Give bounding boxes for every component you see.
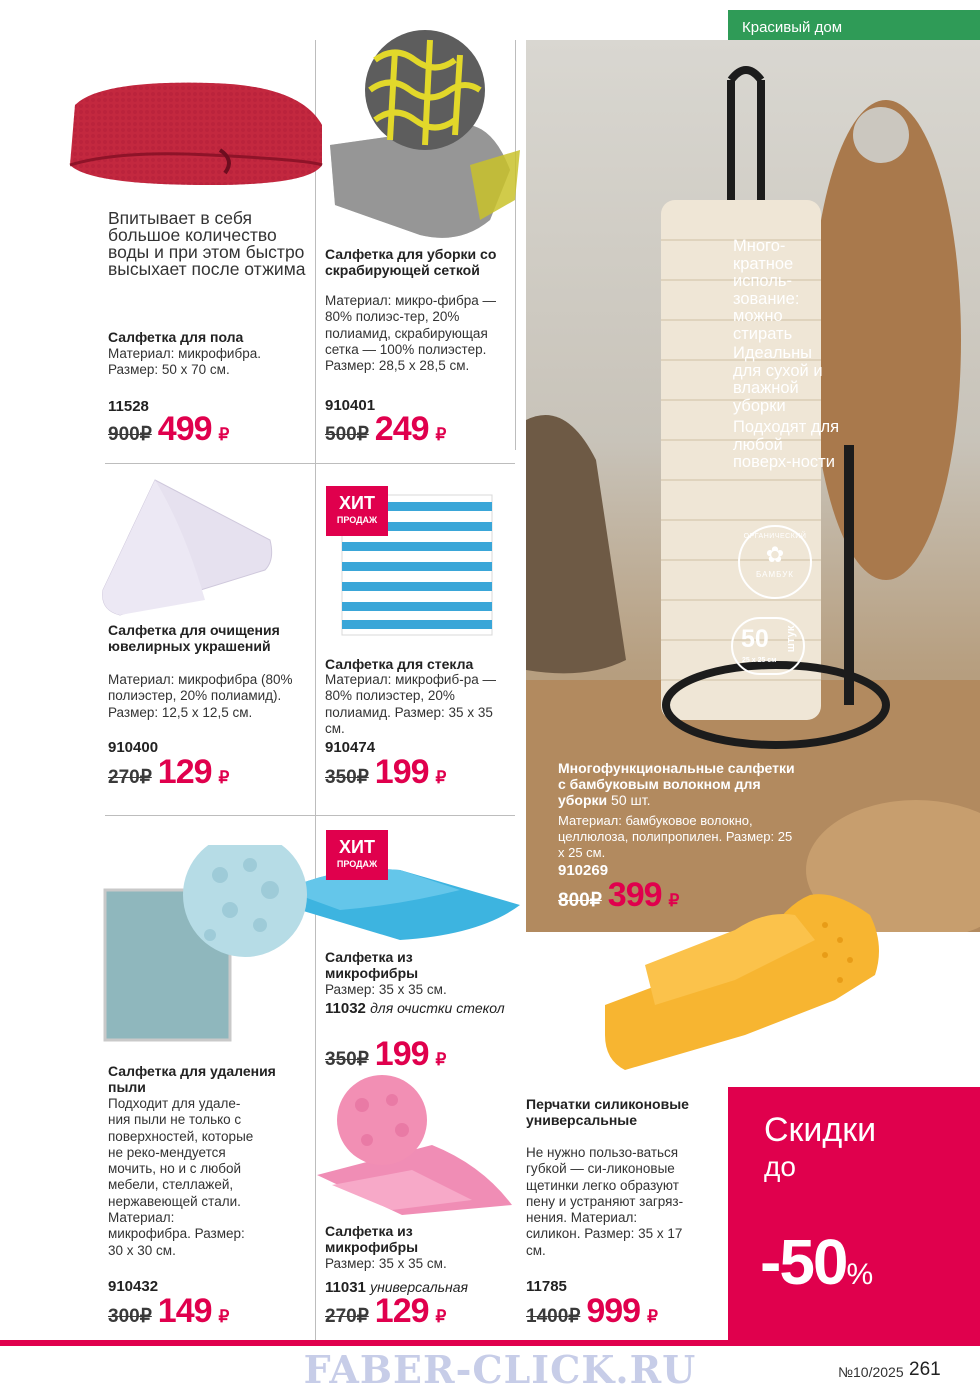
new-price: 999 <box>586 1292 641 1330</box>
dust-cloth-image <box>100 845 310 1045</box>
currency: ₽ <box>647 1307 658 1326</box>
currency: ₽ <box>218 768 230 787</box>
page-number: 261 <box>909 1359 941 1380</box>
product-code: 910432 <box>108 1278 159 1295</box>
product-title: Салфетка для уборки со скрабирующей сеткой <box>325 246 497 278</box>
blue-microfiber-cloth-image <box>280 850 525 945</box>
bestseller-badge <box>326 486 388 536</box>
new-price: 199 <box>374 1035 429 1073</box>
currency: ₽ <box>435 768 447 787</box>
product-title: Салфетка из микрофибры <box>325 1223 419 1255</box>
organic-badge-bottom: БАМБУК <box>756 570 794 579</box>
discount-value <box>760 1225 871 1299</box>
new-price: 199 <box>374 753 429 791</box>
count-number: 50 <box>741 625 769 653</box>
product-desc: Подходит для удале-ния пыли не только с поверхностей, которые не реко-мендуется мочить, но и с любой мебели, стеллажей, нержавеющей стали. Материал: микрофибра. Размер: 30 х 30 см. <box>108 1096 254 1258</box>
product-code: 11785 <box>526 1278 567 1295</box>
benefit-3: Подходят для любой поверх-ности <box>733 418 840 471</box>
discount-line2: до <box>764 1151 796 1182</box>
currency: ₽ <box>435 1307 447 1326</box>
product-title: Салфетка для очищения ювелирных украшений <box>108 622 280 654</box>
red-towel-image <box>60 55 330 195</box>
price-row <box>325 1035 446 1074</box>
currency: ₽ <box>668 891 680 910</box>
old-price: 350₽ <box>325 1049 369 1070</box>
product-desc: Не нужно пользо-ваться губкой — си-ликоновые щетинки легко образуют пену и устраняют загряз-нения. Материал: силикон. Размер: 35 х 17 см. <box>526 1145 684 1258</box>
new-price: 149 <box>157 1292 212 1330</box>
price-row <box>108 753 229 792</box>
product-desc: Материал: микрофибра. Размер: 50 х 70 см. <box>108 346 261 378</box>
feature-code: 910269 <box>558 862 609 879</box>
badge-line2: ПРОДАЖ <box>336 515 378 525</box>
pink-microfiber-cloth-image <box>312 1075 522 1220</box>
product-code: 11032 <box>325 1000 366 1017</box>
price-row <box>108 410 229 449</box>
old-price: 350₽ <box>325 767 369 788</box>
currency: ₽ <box>435 1050 447 1069</box>
product-code: 910401 <box>325 397 376 414</box>
new-price: 249 <box>374 410 429 448</box>
product-title: Салфетка для удаления пыли <box>108 1063 276 1095</box>
bestseller-badge <box>326 830 388 880</box>
price-row <box>325 1292 446 1331</box>
feature-title-text: Многофункциональные салфетки с бамбуковым волокном для уборки <box>558 760 795 808</box>
count-badge <box>731 617 805 675</box>
price-row <box>526 1292 658 1331</box>
scrub-cloth-image <box>320 30 520 240</box>
discount-line1: Скидки <box>764 1111 877 1149</box>
product-desc: Материал: микро-фибра — 80% полиэс-тер, 20% полиамид, скрабирующая сетка — 100% полиэстер. Размер: 28,5 х 28,5 см. <box>325 293 496 374</box>
bamboo-icon: ✿ <box>765 542 785 567</box>
old-price: 270₽ <box>108 767 152 788</box>
badge-line2: ПРОДАЖ <box>336 859 378 869</box>
jewelry-cloth-image <box>95 470 285 620</box>
category-tab-label: Красивый дом <box>742 19 843 36</box>
price-row <box>325 410 446 449</box>
old-price: 800₽ <box>558 890 602 911</box>
silicone-gloves-image <box>585 885 895 1080</box>
old-price: 900₽ <box>108 424 152 445</box>
new-price: 399 <box>607 876 662 914</box>
product-code-line <box>325 1000 505 1017</box>
feature-desc: Материал: бамбуковое волокно, целлюлоза, полипропилен. Размер: 25 х 25 см. <box>558 813 793 860</box>
product-code-note: для очистки стекол <box>370 1000 505 1016</box>
badge-line1: ХИТ <box>339 837 375 857</box>
product-desc: Размер: 35 х 35 см. <box>325 1256 447 1271</box>
benefit-1: Много-кратное исполь-зование: можно стирать <box>733 237 800 343</box>
product-desc: Материал: микрофиб-ра — 80% полиэстер, 20% полиамид. Размер: 35 х 35 см. <box>325 672 496 736</box>
count-unit: штук <box>785 625 798 653</box>
price-row <box>325 753 446 792</box>
organic-bamboo-badge <box>738 525 812 599</box>
currency: ₽ <box>218 1307 230 1326</box>
organic-badge-top: ОРГАНИЧЕСКИЙ <box>743 533 807 540</box>
product-code: 910474 <box>325 739 376 756</box>
issue-number: №10/2025 <box>838 1364 904 1380</box>
old-price: 1400₽ <box>526 1306 581 1327</box>
currency: ₽ <box>218 425 230 444</box>
row-divider <box>105 463 515 464</box>
product-title: Салфетка для стекла <box>325 656 474 672</box>
product-code: 11528 <box>108 398 149 415</box>
new-price: 129 <box>157 753 212 791</box>
product-title: Салфетка из микрофибры <box>325 949 419 981</box>
product-desc: Материал: микрофибра (80% полиэстер, 20% полиамид). Размер: 12,5 х 12,5 см. <box>108 672 293 720</box>
product-code: 910400 <box>108 739 159 756</box>
benefit-2: Идеальны для сухой и влажной уборки <box>733 344 823 415</box>
intro-text: Впитывает в себя большое количество воды и при этом быстро высыхает после отжима <box>108 208 306 279</box>
product-desc: Размер: 35 х 35 см. <box>325 982 447 997</box>
feature-title <box>558 760 798 808</box>
discount-number: -50 <box>760 1226 847 1298</box>
watermark: FABER-CLICK.RU <box>303 1347 697 1392</box>
price-row <box>108 1292 229 1331</box>
row-divider <box>105 815 515 816</box>
product-title: Салфетка для пола <box>108 329 244 345</box>
feature-qty: 50 шт. <box>611 792 651 808</box>
discount-banner[interactable] <box>728 1087 980 1342</box>
discount-percent: % <box>846 1258 872 1291</box>
count-size: 25 х 25 см <box>742 657 777 664</box>
new-price: 499 <box>157 410 212 448</box>
badge-line1: ХИТ <box>339 493 375 513</box>
old-price: 270₽ <box>325 1306 369 1327</box>
product-title: Перчатки силиконовые универсальные <box>526 1096 689 1128</box>
footer-bar <box>0 1340 980 1346</box>
old-price: 500₽ <box>325 424 369 445</box>
product-code: 11031 <box>325 1279 366 1296</box>
old-price: 300₽ <box>108 1306 152 1327</box>
currency: ₽ <box>435 425 447 444</box>
product-code-note: универсальная <box>370 1279 468 1295</box>
new-price: 129 <box>374 1292 429 1330</box>
